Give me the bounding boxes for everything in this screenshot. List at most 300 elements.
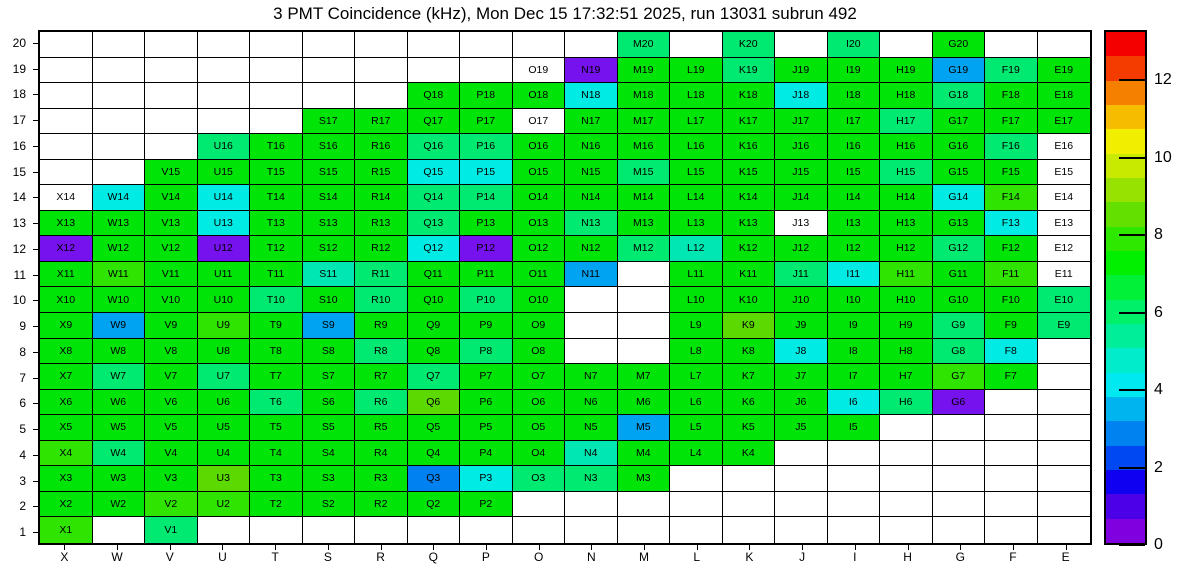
cell-V19 bbox=[145, 58, 198, 84]
cell-R10 bbox=[355, 287, 408, 313]
cell-label: P11 bbox=[476, 267, 495, 280]
cell-label: Q16 bbox=[423, 140, 444, 153]
cell-O5 bbox=[513, 415, 566, 441]
colorbar-band-12 bbox=[1106, 227, 1145, 251]
cell-W11 bbox=[93, 262, 146, 288]
cell-L16 bbox=[670, 134, 723, 160]
x-axis-label-N: N bbox=[587, 550, 596, 564]
cell-label: S7 bbox=[321, 370, 335, 383]
cell-label: O13 bbox=[528, 216, 549, 229]
cell-label: P10 bbox=[476, 293, 496, 306]
x-axis-tick bbox=[170, 545, 171, 550]
x-axis-label-H: H bbox=[903, 550, 912, 564]
cell-I14 bbox=[828, 185, 881, 211]
cell-label: U12 bbox=[213, 242, 233, 255]
cell-I6 bbox=[828, 390, 881, 416]
cell-H20 bbox=[880, 32, 933, 58]
cell-P10 bbox=[460, 287, 513, 313]
colorbar-band-7 bbox=[1106, 348, 1145, 372]
cell-K12 bbox=[723, 236, 776, 262]
cell-X10 bbox=[40, 287, 93, 313]
cell-label: S9 bbox=[321, 319, 335, 332]
cell-F1 bbox=[985, 517, 1038, 543]
cell-H6 bbox=[880, 390, 933, 416]
cell-label: X6 bbox=[59, 395, 73, 408]
cell-Q10 bbox=[408, 287, 461, 313]
cell-X19 bbox=[40, 58, 93, 84]
cell-W10 bbox=[93, 287, 146, 313]
cell-J14 bbox=[775, 185, 828, 211]
x-axis-tick bbox=[222, 545, 223, 550]
cell-O10 bbox=[513, 287, 566, 313]
cell-label: S8 bbox=[321, 344, 335, 357]
cell-P18 bbox=[460, 83, 513, 109]
cell-label: O15 bbox=[528, 165, 549, 178]
cell-E6 bbox=[1038, 390, 1091, 416]
cell-label: M16 bbox=[633, 140, 654, 153]
cell-label: U11 bbox=[214, 267, 233, 280]
cell-E9 bbox=[1038, 313, 1091, 339]
colorbar-band-20 bbox=[1106, 32, 1145, 56]
cell-G8 bbox=[933, 339, 986, 365]
cell-label: G9 bbox=[951, 319, 966, 332]
cell-label: I7 bbox=[848, 370, 858, 383]
cell-label: E12 bbox=[1054, 242, 1074, 255]
cell-W6 bbox=[93, 390, 146, 416]
cell-label: V7 bbox=[164, 370, 178, 383]
cell-Q12 bbox=[408, 236, 461, 262]
cell-label: F15 bbox=[1001, 165, 1020, 178]
cell-T7 bbox=[250, 364, 303, 390]
cell-label: P6 bbox=[479, 395, 493, 408]
colorbar-band-5 bbox=[1106, 397, 1145, 421]
cell-W17 bbox=[93, 109, 146, 135]
cell-R5 bbox=[355, 415, 408, 441]
cell-K8 bbox=[723, 339, 776, 365]
cell-R1 bbox=[355, 517, 408, 543]
cell-I12 bbox=[828, 236, 881, 262]
cell-label: E19 bbox=[1054, 63, 1074, 76]
cell-Q7 bbox=[408, 364, 461, 390]
cell-label: F10 bbox=[1001, 293, 1020, 306]
cell-label: N18 bbox=[581, 89, 601, 102]
cell-H17 bbox=[880, 109, 933, 135]
cell-P1 bbox=[460, 517, 513, 543]
cell-O14 bbox=[513, 185, 566, 211]
cell-label: J5 bbox=[795, 421, 807, 434]
cell-S5 bbox=[303, 415, 356, 441]
cell-X1 bbox=[40, 517, 93, 543]
cell-label: U2 bbox=[216, 497, 230, 510]
cell-label: P8 bbox=[479, 344, 493, 357]
cell-M4 bbox=[618, 441, 671, 467]
cell-T1 bbox=[250, 517, 303, 543]
cell-V11 bbox=[145, 262, 198, 288]
cell-Q16 bbox=[408, 134, 461, 160]
cell-label: Q4 bbox=[426, 446, 441, 459]
cell-S10 bbox=[303, 287, 356, 313]
cell-R6 bbox=[355, 390, 408, 416]
cell-label: S3 bbox=[321, 472, 335, 485]
cell-P14 bbox=[460, 185, 513, 211]
cell-R2 bbox=[355, 492, 408, 518]
cell-F14 bbox=[985, 185, 1038, 211]
cell-H11 bbox=[880, 262, 933, 288]
cell-I18 bbox=[828, 83, 881, 109]
cell-U13 bbox=[198, 211, 251, 237]
cell-label: E15 bbox=[1054, 165, 1074, 178]
chart-title: 3 PMT Coincidence (kHz), Mon Dec 15 17:32:51 2025, run 13031 subrun 492 bbox=[273, 4, 857, 23]
cell-V7 bbox=[145, 364, 198, 390]
cell-G14 bbox=[933, 185, 986, 211]
cell-T12 bbox=[250, 236, 303, 262]
cell-label: L18 bbox=[686, 89, 705, 102]
cell-X5 bbox=[40, 415, 93, 441]
cell-label: V6 bbox=[164, 395, 178, 408]
cell-L9 bbox=[670, 313, 723, 339]
cell-label: X1 bbox=[59, 523, 73, 536]
cell-label: G20 bbox=[948, 38, 969, 51]
cell-label: L17 bbox=[686, 114, 705, 127]
cell-F9 bbox=[985, 313, 1038, 339]
cell-label: J17 bbox=[792, 114, 810, 127]
cell-L15 bbox=[670, 160, 723, 186]
cell-S15 bbox=[303, 160, 356, 186]
cell-U6 bbox=[198, 390, 251, 416]
y-axis-tick bbox=[33, 378, 38, 379]
cell-label: L13 bbox=[686, 216, 705, 229]
y-axis-label-11: 11 bbox=[13, 267, 26, 282]
cell-label: W9 bbox=[110, 319, 127, 332]
x-axis-tick bbox=[328, 545, 329, 550]
cell-X8 bbox=[40, 339, 93, 365]
cell-label: Q14 bbox=[423, 191, 444, 204]
cell-label: S6 bbox=[321, 395, 335, 408]
cell-F19 bbox=[985, 58, 1038, 84]
cell-T10 bbox=[250, 287, 303, 313]
cell-J2 bbox=[775, 492, 828, 518]
cell-K6 bbox=[723, 390, 776, 416]
cell-label: R8 bbox=[374, 344, 388, 357]
cell-L20 bbox=[670, 32, 723, 58]
cell-label: N6 bbox=[584, 395, 598, 408]
cell-J19 bbox=[775, 58, 828, 84]
cell-M14 bbox=[618, 185, 671, 211]
cell-label: S17 bbox=[318, 114, 338, 127]
cell-U17 bbox=[198, 109, 251, 135]
cell-H4 bbox=[880, 441, 933, 467]
y-axis-tick bbox=[33, 481, 38, 482]
cell-P7 bbox=[460, 364, 513, 390]
cell-K3 bbox=[723, 466, 776, 492]
cell-T6 bbox=[250, 390, 303, 416]
cell-label: F14 bbox=[1001, 191, 1020, 204]
cell-label: L16 bbox=[686, 140, 705, 153]
y-axis-label-19: 19 bbox=[12, 61, 26, 76]
cell-R11 bbox=[355, 262, 408, 288]
cell-S19 bbox=[303, 58, 356, 84]
cell-label: Q5 bbox=[426, 421, 441, 434]
cell-label: U9 bbox=[216, 319, 230, 332]
cell-label: P5 bbox=[479, 421, 493, 434]
cell-label: J10 bbox=[792, 293, 810, 306]
cell-W18 bbox=[93, 83, 146, 109]
cell-O6 bbox=[513, 390, 566, 416]
y-axis-tick bbox=[33, 69, 38, 70]
y-axis-tick bbox=[33, 532, 38, 533]
cell-H2 bbox=[880, 492, 933, 518]
cell-label: U15 bbox=[213, 165, 233, 178]
cell-label: I6 bbox=[848, 395, 858, 408]
colorbar-band-17 bbox=[1106, 105, 1145, 129]
cell-T9 bbox=[250, 313, 303, 339]
cell-label: X4 bbox=[59, 446, 73, 459]
cell-label: R15 bbox=[371, 165, 391, 178]
cell-label: U3 bbox=[216, 472, 230, 485]
cell-M16 bbox=[618, 134, 671, 160]
cell-label: S16 bbox=[318, 140, 338, 153]
cell-G6 bbox=[933, 390, 986, 416]
cell-label: Q13 bbox=[423, 216, 444, 229]
cell-label: L9 bbox=[689, 319, 702, 332]
cell-U8 bbox=[198, 339, 251, 365]
cell-label: F7 bbox=[1004, 370, 1017, 383]
cell-W14 bbox=[93, 185, 146, 211]
colorbar-tick-8 bbox=[1119, 234, 1145, 236]
cell-I1 bbox=[828, 517, 881, 543]
cell-label: N4 bbox=[584, 446, 598, 459]
cell-label: H8 bbox=[899, 344, 913, 357]
cell-J10 bbox=[775, 287, 828, 313]
cell-label: E11 bbox=[1054, 267, 1073, 280]
cell-G17 bbox=[933, 109, 986, 135]
cell-L12 bbox=[670, 236, 723, 262]
cell-P11 bbox=[460, 262, 513, 288]
cell-label: H18 bbox=[896, 89, 916, 102]
x-axis-label-G: G bbox=[955, 550, 965, 564]
colorbar-band-10 bbox=[1106, 275, 1145, 299]
cell-L2 bbox=[670, 492, 723, 518]
colorbar-tick-6 bbox=[1119, 312, 1145, 314]
colorbar-tick-4 bbox=[1119, 389, 1145, 391]
cell-L7 bbox=[670, 364, 723, 390]
cell-label: R11 bbox=[371, 267, 390, 280]
cell-M3 bbox=[618, 466, 671, 492]
cell-F16 bbox=[985, 134, 1038, 160]
cell-O7 bbox=[513, 364, 566, 390]
cell-label: G7 bbox=[951, 370, 966, 383]
cell-label: J18 bbox=[792, 89, 810, 102]
cell-label: M17 bbox=[633, 114, 654, 127]
y-axis-tick bbox=[33, 172, 38, 173]
cell-L18 bbox=[670, 83, 723, 109]
x-axis-tick bbox=[1013, 545, 1014, 550]
cell-T8 bbox=[250, 339, 303, 365]
x-axis-tick bbox=[1066, 545, 1067, 550]
cell-U2 bbox=[198, 492, 251, 518]
cell-W19 bbox=[93, 58, 146, 84]
cell-G7 bbox=[933, 364, 986, 390]
cell-T4 bbox=[250, 441, 303, 467]
x-axis-tick bbox=[749, 545, 750, 550]
cell-label: T12 bbox=[266, 242, 285, 255]
y-axis-tick bbox=[33, 326, 38, 327]
cell-label: J13 bbox=[792, 216, 810, 229]
cell-label: R5 bbox=[374, 421, 388, 434]
cell-T19 bbox=[250, 58, 303, 84]
cell-label: X3 bbox=[59, 472, 73, 485]
cell-label: M19 bbox=[633, 63, 654, 76]
cell-R20 bbox=[355, 32, 408, 58]
cell-X2 bbox=[40, 492, 93, 518]
cell-H12 bbox=[880, 236, 933, 262]
cell-label: R2 bbox=[374, 497, 388, 510]
cell-J18 bbox=[775, 83, 828, 109]
cell-label: H16 bbox=[896, 140, 916, 153]
cell-label: I19 bbox=[845, 63, 861, 76]
cell-label: I16 bbox=[845, 140, 861, 153]
cell-N12 bbox=[565, 236, 618, 262]
cell-label: J14 bbox=[792, 191, 810, 204]
cell-F7 bbox=[985, 364, 1038, 390]
y-axis-tick bbox=[33, 197, 38, 198]
colorbar-band-18 bbox=[1106, 81, 1145, 105]
colorbar-band-13 bbox=[1106, 202, 1145, 226]
cell-F12 bbox=[985, 236, 1038, 262]
cell-label: U8 bbox=[216, 344, 230, 357]
cell-label: J19 bbox=[792, 63, 810, 76]
colorbar-label-0: 0 bbox=[1154, 536, 1163, 553]
cell-Q15 bbox=[408, 160, 461, 186]
cell-label: P17 bbox=[476, 114, 496, 127]
cell-label: L10 bbox=[686, 293, 705, 306]
cell-I11 bbox=[828, 262, 881, 288]
x-axis-tick bbox=[591, 545, 592, 550]
cell-R19 bbox=[355, 58, 408, 84]
cell-U19 bbox=[198, 58, 251, 84]
cell-label: V1 bbox=[164, 523, 178, 536]
cell-X11 bbox=[40, 262, 93, 288]
cell-label: P3 bbox=[479, 472, 493, 485]
cell-label: Q12 bbox=[423, 242, 444, 255]
cell-label: V11 bbox=[161, 267, 180, 280]
cell-I5 bbox=[828, 415, 881, 441]
cell-V4 bbox=[145, 441, 198, 467]
cell-U12 bbox=[198, 236, 251, 262]
cell-G20 bbox=[933, 32, 986, 58]
cell-K16 bbox=[723, 134, 776, 160]
cell-label: X9 bbox=[59, 319, 73, 332]
cell-label: V2 bbox=[164, 497, 178, 510]
cell-label: S4 bbox=[321, 446, 335, 459]
cell-label: T4 bbox=[269, 446, 282, 459]
y-axis-label-5: 5 bbox=[19, 422, 26, 437]
cell-label: O12 bbox=[528, 242, 549, 255]
cell-S17 bbox=[303, 109, 356, 135]
cell-O20 bbox=[513, 32, 566, 58]
cell-O9 bbox=[513, 313, 566, 339]
cell-label: N3 bbox=[584, 472, 598, 485]
cell-N19 bbox=[565, 58, 618, 84]
cell-W15 bbox=[93, 160, 146, 186]
cell-label: W2 bbox=[110, 497, 127, 510]
cell-label: K12 bbox=[738, 242, 758, 255]
cell-label: I20 bbox=[845, 38, 861, 51]
x-axis-label-T: T bbox=[271, 550, 279, 564]
cell-label: T11 bbox=[267, 267, 285, 280]
y-axis-label-18: 18 bbox=[12, 87, 26, 102]
y-axis-label-4: 4 bbox=[19, 447, 26, 462]
cell-J12 bbox=[775, 236, 828, 262]
cell-label: O8 bbox=[531, 344, 546, 357]
cell-label: I18 bbox=[845, 89, 861, 102]
cell-label: M3 bbox=[635, 472, 651, 485]
cell-N2 bbox=[565, 492, 618, 518]
cell-F6 bbox=[985, 390, 1038, 416]
cell-F17 bbox=[985, 109, 1038, 135]
cell-X20 bbox=[40, 32, 93, 58]
cell-N3 bbox=[565, 466, 618, 492]
y-axis-label-9: 9 bbox=[19, 319, 26, 334]
cell-R9 bbox=[355, 313, 408, 339]
cell-W16 bbox=[93, 134, 146, 160]
cell-label: T6 bbox=[269, 395, 282, 408]
cell-label: O10 bbox=[528, 293, 549, 306]
cell-V17 bbox=[145, 109, 198, 135]
cell-label: G15 bbox=[948, 165, 969, 178]
cell-label: W12 bbox=[107, 242, 130, 255]
cell-O1 bbox=[513, 517, 566, 543]
cell-label: U7 bbox=[216, 370, 230, 383]
cell-label: Q10 bbox=[423, 293, 444, 306]
cell-label: P13 bbox=[476, 216, 496, 229]
cell-label: L6 bbox=[689, 395, 702, 408]
x-axis-label-J: J bbox=[799, 550, 806, 564]
cell-label: Q18 bbox=[423, 89, 444, 102]
cell-T16 bbox=[250, 134, 303, 160]
cell-V10 bbox=[145, 287, 198, 313]
cell-label: M20 bbox=[633, 38, 654, 51]
y-axis-label-10: 10 bbox=[12, 293, 26, 308]
cell-W12 bbox=[93, 236, 146, 262]
cell-label: R9 bbox=[374, 319, 388, 332]
cell-label: T3 bbox=[269, 472, 282, 485]
cell-V16 bbox=[145, 134, 198, 160]
x-axis-label-M: M bbox=[639, 550, 650, 564]
cell-M20 bbox=[618, 32, 671, 58]
cell-Q18 bbox=[408, 83, 461, 109]
colorbar-label-6: 6 bbox=[1154, 303, 1163, 321]
cell-M7 bbox=[618, 364, 671, 390]
cell-R17 bbox=[355, 109, 408, 135]
x-axis-label-S: S bbox=[323, 550, 332, 564]
cell-P2 bbox=[460, 492, 513, 518]
cell-H5 bbox=[880, 415, 933, 441]
cell-label: K18 bbox=[738, 89, 758, 102]
cell-H1 bbox=[880, 517, 933, 543]
cell-R16 bbox=[355, 134, 408, 160]
cell-G13 bbox=[933, 211, 986, 237]
cell-label: L7 bbox=[689, 370, 702, 383]
cell-label: Q6 bbox=[426, 395, 441, 408]
cell-E16 bbox=[1038, 134, 1091, 160]
cell-label: K4 bbox=[741, 446, 755, 459]
cell-label: N11 bbox=[581, 267, 600, 280]
y-axis-tick bbox=[33, 249, 38, 250]
cell-label: I17 bbox=[845, 114, 861, 127]
cell-label: H14 bbox=[896, 191, 916, 204]
cell-label: P2 bbox=[479, 497, 493, 510]
